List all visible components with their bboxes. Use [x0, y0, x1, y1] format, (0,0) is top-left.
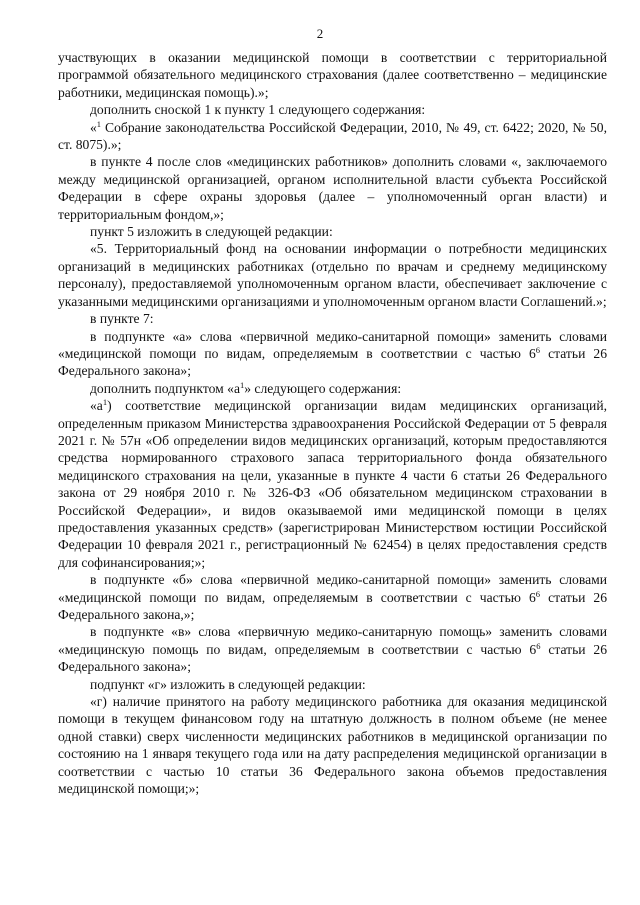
paragraph	[58, 119, 607, 154]
paragraph-text: пункт 5 изложить в следующей редакции:	[90, 224, 333, 240]
paragraph	[58, 240, 607, 310]
paragraph-text: в пункте 4 после слов «медицинских работников» дополнить словами «, заключаемого между медицинской организацией, органом исполнительной власти субъекта Российской Федерации в сфере охраны здоровья (далее – уполномоченный орган власти) и территориальным фондом,»;	[58, 154, 607, 222]
page-number: 2	[316, 26, 324, 41]
paragraph-text: статьи 26 Федерального закона,»;	[58, 589, 607, 622]
paragraph-text: ) соответствие медицинской организации видам медицинских организаций, определенным приказом Министерства здравоохранения Российской Федерации от 5 февраля 2021 г. № 57н «Об определении видов медицинских организаций, которым предоставляются средства нормированного страхового запаса территориального фонда обязательного медицинского страхования на цели, указанные в пункте 4 части 6 статьи 26 Федерального закона от 29 ноября 2010 г. № 326-ФЗ «Об обязательном медицинском страховании в Российской Федерации», и видов оказываемой ими медицинской помощи в целях предоставления указанных средств» (зарегистрирован Министерством юстиции Российской Федерации 10 февраля 2021 г., регистрационный № 62454) в целях предоставления средств для софинансирования;»;	[58, 398, 607, 570]
paragraph-text: дополнить подпунктом «а	[90, 380, 240, 396]
paragraph-text: «5. Территориальный фонд на основании информации о потребности медицинских организаций в медицинских работниках (отдельно по врачам и среднему медицинскому персоналу), предоставляемой уполномоченным органом власти, обеспечивает заключение с указанными медицинскими организациями и уполномоченным органом власти Соглашений.»;	[58, 241, 607, 309]
paragraph-text: дополнить сноской 1 к пункту 1 следующего содержания:	[90, 102, 426, 118]
paragraph	[58, 223, 607, 240]
paragraph-text: статьи 26 Федерального закона»;	[58, 345, 607, 379]
paragraph-text: в подпункте «б» слова «первичной медико-санитарной помощи» заменить словами «медицинской помощи по видам, определяемым в соответствии с частью 6	[58, 572, 607, 605]
paragraph	[58, 676, 607, 693]
paragraph-text: «г) наличие принятого на работу медицинского работника для оказания медицинской помощи в текущем финансовом году на штатную должность в полном объеме (не менее одной ставки) сверх численности медицинских работников в медицинской организации по состоянию на 1 января текущего года или на дату распределения медицинской организации в соответствии с частью 10 статьи 36 Федерального закона объемов предоставления медицинской помощи;»;	[58, 694, 607, 797]
paragraph	[58, 153, 607, 223]
paragraph	[58, 380, 607, 397]
superscript: 1	[102, 397, 108, 408]
paragraph-text: «а	[90, 398, 103, 414]
paragraph	[58, 623, 607, 675]
paragraph-text: Собрание законодательства Российской Федерации, 2010, № 49, ст. 6422; 2020, № 50, ст. 8075).»;	[58, 119, 607, 153]
paragraph-text: в подпункте «а» слова «первичной медико-санитарной помощи» заменить словами «медицинской помощи по видам, определяемым в соответствии с частью 6	[58, 328, 607, 361]
paragraph	[58, 49, 607, 101]
superscript: 6	[535, 344, 541, 355]
paragraph	[58, 101, 607, 118]
paragraph-text: в подпункте «в» слова «первичную медико-санитарную помощь» заменить словами «медицинскую помощь по видам, определяемым в соответствии с частью 6	[58, 624, 607, 657]
paragraph	[58, 328, 607, 380]
paragraph-text: участвующих в оказании медицинской помощи в соответствии с территориальной программой обязательного медицинского страхования (далее соответственно – медицинские работники, медицинская помощь).»;	[58, 50, 607, 100]
paragraph-text: » следующего содержания:	[244, 380, 402, 396]
superscript: 6	[536, 640, 541, 651]
document-body	[58, 49, 607, 797]
paragraph	[58, 310, 607, 327]
paragraph	[58, 693, 607, 797]
superscript: 1	[239, 379, 245, 390]
superscript: 6	[535, 588, 541, 599]
paragraph-text: «	[90, 119, 97, 135]
paragraph-text: подпункт «г» изложить в следующей редакции:	[90, 676, 366, 692]
superscript: 1	[96, 118, 102, 129]
paragraph-text: в пункте 7:	[90, 311, 154, 327]
paragraph-text: статьи 26 Федерального закона»;	[58, 641, 607, 675]
paragraph	[58, 397, 607, 571]
paragraph	[58, 571, 607, 623]
